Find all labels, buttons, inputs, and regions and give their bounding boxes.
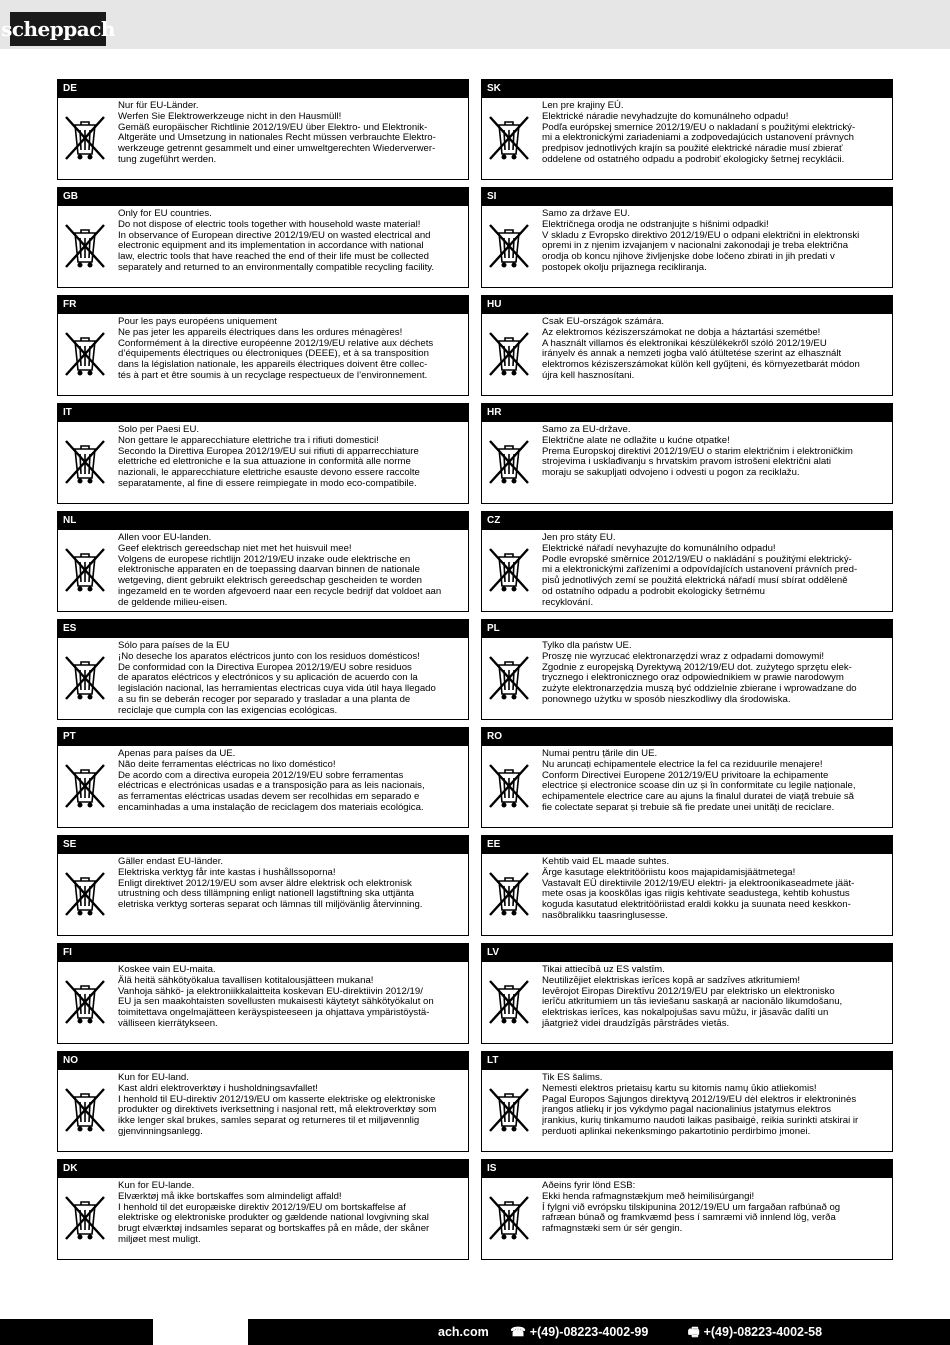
disposal-notice-text: Numai pentru țările din UE. Nu aruncați echipamentele electrice la fel ca reziduurile menajere! Conform Directivei Europene 2012/19/EU privitoare la echipamente electrice și electronice scoase din uz și în conformitate cu legile naționale, echipamentele electrice care au ajuns la finalul duratei de viață trebuie să fie colectate separat și trebuie să fie predate unei unități de reciclare. xyxy=(542,748,856,813)
weee-notice-hu xyxy=(481,295,893,396)
language-code-header: FR xyxy=(58,296,468,314)
crossed-out-wheelie-bin-icon xyxy=(487,1192,531,1242)
crossed-out-wheelie-bin-icon xyxy=(487,1084,531,1134)
disposal-notice-text: Allen voor EU-landen. Geef elektrisch gereedschap niet met het huisvuil mee! Volgens de europese richtlijn 2012/19/EU inzake oude elektrische en elektronische apparaten en de toepassing daarvan binnen de nationale wetgeving, dient gebruikt elektrisch gereedschap gescheiden te worden ingezameld en te worden afgevoerd naar een recycle bedrijf dat voldoet aan de geldende milieu-eisen. xyxy=(118,532,442,608)
weee-notice-ee xyxy=(481,835,893,936)
disposal-notice-text: Len pre krajiny EÚ. Elektrické náradie nevyhadzujte do komunálneho odpadu! Podľa európskej smernice 2012/19/EU o nakladaní s použitými elektrický- mi a elektronickými zariadeniami a zodpovedajúcich ustanovení právnych predpisov jednotlivých krajín sa použité elektrické náradie musí zbierať oddelene od ostatného odpadu a podrobiť ekologicky šetrnej recyklácii. xyxy=(542,100,856,165)
language-code-header: CZ xyxy=(482,512,892,530)
disposal-notice-text: Kun for EU-land. Kast aldri elektroverktøy i husholdningsavfallet! I henhold til EU-direktiv 2012/19/EU om kasserte elektriske og elektroniske produkter og direktivets iverksettning i nasjonal rett, må elektroverktøy som ikke lenger skal brukes, samles separat og returneres til et miljøvennlig gjenvinningsanlegg. xyxy=(118,1072,437,1137)
disposal-notice-text: Nur für EU-Länder. Werfen Sie Elektrowerkzeuge nicht in den Hausmüll! Gemäß europäischer Richtlinie 2012/19/EU über Elektro- und Elektronik- Altgeräte und Umsetzung in nationales Recht müssen verbrauchte Elektro- werkzeuge getrennt gesammelt und einer umweltgerechten Wiederverwer- tung zugeführt werden. xyxy=(118,100,436,165)
weee-notice-it xyxy=(57,403,469,504)
phone-number: +(49)-08223-4002-99 xyxy=(529,1325,649,1339)
weee-notice-fr xyxy=(57,295,469,396)
language-code-header: NL xyxy=(58,512,468,530)
language-code-header: LT xyxy=(482,1052,892,1070)
crossed-out-wheelie-bin-icon xyxy=(487,976,531,1026)
crossed-out-wheelie-bin-icon xyxy=(63,976,107,1026)
brand-logo: scheppach xyxy=(10,12,106,46)
weee-notice-pt xyxy=(57,727,469,828)
disposal-notice-text: Solo per Paesi EU. Non gettare le apparecchiature elettriche tra i rifiuti domestici! Secondo la Direttiva Europea 2012/19/EU sui rifiuti di apparrecchiature elettriche ed elettroniche e la sua attuazione in conformità alle norme nazionali, le apparecchiature elettriche esauste devono essere raccolte separatamente, al fine di essere reimpiegate in modo eco-compatibile. xyxy=(118,424,420,489)
weee-notice-no xyxy=(57,1051,469,1152)
weee-notice-sk xyxy=(481,79,893,180)
weee-notice-pl xyxy=(481,619,893,720)
fax-number: +(49)-08223-4002-58 xyxy=(703,1325,823,1339)
phone-entry xyxy=(510,1325,666,1339)
disposal-notice-text: Only for EU countries. Do not dispose of electric tools together with household waste material! In observance of European directive 2012/19/EU on wasted electrical and electronic equipment and its implementation in accordance with national law, electric tools that have reached the end of their life must be collected separately and returned to an environmentally compatible recycling facility. xyxy=(118,208,435,273)
disposal-notice-text: Koskee vain EU-maita. Älä heitä sähkötyökalua tavallisen kotitalousjätteen mukana! Vanhoja sähkö- ja elektroniikkalaitteita koskevan EU-direktiivin 2012/19/ EU ja sen maakohtaisten sovellusten mukaisesti käytetyt sähkötyökalut on toimitettava ongelmajätteen keräyspisteeseen ja ohjattava ympäristöystä- välliseen kierrätykseen. xyxy=(118,964,434,1029)
crossed-out-wheelie-bin-icon xyxy=(487,868,531,918)
footer-contact xyxy=(438,1319,858,1345)
weee-notice-se xyxy=(57,835,469,936)
disposal-notice-text: Kehtib vaid EL maade suhtes. Ärge kasutage elektritööriistu koos majapidamisjäätmetega! Vastavalt EÜ direktiivile 2012/19/EU elektri- ja elektroonikaseadmete jäät- mete osas ja kooskõlas igas riigis kehtivate seadustega, kehtib kohustus koguda kasutatud elektritööriistad eraldi kokku ja suunata need keskkon- nasõbralikku taasringlusesse. xyxy=(542,856,855,921)
language-code-header: PT xyxy=(58,728,468,746)
telephone-icon: ☎ xyxy=(510,1325,526,1339)
disposal-notice-text: Tikai attiecībā uz ES valstīm. Neutilizējiet elektriskas ierīces kopā ar sadzīves atkritumiem! Ievērojot Eiropas Direktīvu 2012/19/EU par elektrisko un elektronisko ierīču atkritumiem un tās ieviešanu saskaņā ar nacionālo likumdošanu, elektriskas ierīces, kas nokalpojušas savu mūžu, ir jāsavāc dalīti un jāatgriež videi draudzīgās pārstrādes vietās. xyxy=(542,964,843,1029)
language-code-header: DE xyxy=(58,80,468,98)
crossed-out-wheelie-bin-icon xyxy=(487,760,531,810)
crossed-out-wheelie-bin-icon xyxy=(63,652,107,702)
language-code-header: RO xyxy=(482,728,892,746)
crossed-out-wheelie-bin-icon xyxy=(63,544,107,594)
language-code-header: SK xyxy=(482,80,892,98)
weee-notice-hr xyxy=(481,403,893,504)
fax-entry xyxy=(688,1325,840,1339)
disposal-notice-text: Sólo para países de la EU ¡No deseche los aparatos eléctricos junto con los residuos domésticos! De conformidad con la Directiva Europea 2012/19/EU sobre residuos de aparatos eléctricos y electrónicos y su aplicación de acuerdo con la legislación nacional, las herramientas electricas cuya vida útil haya llegado a su fin se deberán recoger por separado y trasladar a una planta de reciclaje que cumpla con las exigencias ecológicas. xyxy=(118,640,436,716)
weee-notice-lt xyxy=(481,1051,893,1152)
crossed-out-wheelie-bin-icon xyxy=(63,1192,107,1242)
footer-bar xyxy=(0,1319,950,1345)
crossed-out-wheelie-bin-icon xyxy=(487,220,531,270)
disposal-notice-text: Pour les pays européens uniquement Ne pas jeter les appareils électriques dans les ordures ménagères! Conformément à la directive européenne 2012/19/EU relative aux déchets d’équipements électriques ou électroniques (DEEE), et à sa transposition dans la législation nationale, les appareils électriques doivent être collec- tés à part et être soumis à un recyclage respectueux de l’environnement. xyxy=(118,316,434,381)
disposal-notice-text: Gäller endast EU-länder. Elektriska verktyg får inte kastas i hushållssoporna! Enligt direktivet 2012/19/EU som avser äldre elektrisk och elektronisk utrustning och dess tillämpning enligt nationell lagstiftning ska uttjänta eletriska verktyg sorteras separat och lämnas till miljövänlig återvinning. xyxy=(118,856,423,911)
language-code-header: IS xyxy=(482,1160,892,1178)
disposal-notice-text: Aðeins fyrir lönd ESB: Ekki henda rafmagnstækjum með heimilisúrgangi! Í fylgni við evrópsku tilskipunina 2012/19/EU um fargaðan rafbúnað og rafræan búnað og framkvæmd þess í samræmi við innlend lög, verða rafmagnstæki sem úr sér gengin. xyxy=(542,1180,841,1235)
crossed-out-wheelie-bin-icon xyxy=(487,112,531,162)
weee-notice-dk xyxy=(57,1159,469,1260)
disposal-notice-grid xyxy=(57,79,893,1261)
language-code-header: SI xyxy=(482,188,892,206)
weee-notice-lv xyxy=(481,943,893,1044)
crossed-out-wheelie-bin-icon xyxy=(63,220,107,270)
disposal-notice-text: Tik ES šalims. Nemesti elektros prietaisų kartu su kitomis namų ūkio atliekomis! Pagal Europos Sąjungos direktyvą 2012/19/EU dėl elektros ir elektroninės įrangos atliekų ir jos vykdymo pagal nacionalinius įstatymus elektros įrankius, kurių tinkamumo naudoti laikas pasibaigė, reikia surinkti atskirai ir perduoti aplinkai nekenksmingo pakartotinio perdirbimo įmonei. xyxy=(542,1072,859,1137)
disposal-notice-text: Kun for EU-lande. Elværktøj må ikke bortskaffes som almindeligt affald! I henhold til det europæiske direktiv 2012/19/EU om bortskaffelse af elektriske og elektroniske produkter og gældende national lovgivning skal brugt elværktøj indsamles separat og bortskaffes på en måde, der skåner miljøet mest muligt. xyxy=(118,1180,430,1245)
language-code-header: EE xyxy=(482,836,892,854)
crossed-out-wheelie-bin-icon xyxy=(487,544,531,594)
crossed-out-wheelie-bin-icon xyxy=(487,436,531,486)
language-code-header: LV xyxy=(482,944,892,962)
disposal-notice-text: Samo za EU-države. Električne alate ne odlažite u kućne otpatke! Prema Europskoj direktivi 2012/19/EU o starim električnim i elektroničkim strojevima i usklađivanju s hrvatskim pravom istrošeni električni alati moraju se sakupljati odvojeno i odvesti u pogon za reciklažu. xyxy=(542,424,853,479)
weee-notice-es xyxy=(57,619,469,720)
language-code-header: SE xyxy=(58,836,468,854)
language-code-header: FI xyxy=(58,944,468,962)
crossed-out-wheelie-bin-icon xyxy=(63,760,107,810)
language-code-header: PL xyxy=(482,620,892,638)
language-code-header: HU xyxy=(482,296,892,314)
crossed-out-wheelie-bin-icon xyxy=(63,868,107,918)
disposal-notice-text: Tylko dla państw UE. Proszę nie wyrzucać elektronarzędzi wraz z odpadami domowymi! Zgodnie z europejską Dyrektywą 2012/19/EU dot. zużytego sprzętu elek- trycznego i elektronicznego oraz odpowiednikiem w prawie narodowym zużyte elektronarzędzia muszą być oddzielnie zbierane i wprowadzane do ponownego użytku w sposób nieszkodliwy dla środowiska. xyxy=(542,640,857,705)
weee-notice-nl xyxy=(57,511,469,612)
top-header-bar xyxy=(0,0,950,49)
disposal-notice-text: Samo za države EU. Električnega orodja ne odstranjujte s hišnimi odpadki! V skladu z Evropsko direktivo 2012/19/EU o odpani električni in elektronski opremi in z njenim izvajanjem v nacionalni zakonodaji je treba električna orodja ob koncu njihove življenjske dobe ločeno zbirati in jih predati v postopek okolju prijaznega recikliranja. xyxy=(542,208,860,273)
disposal-notice-text: Csak EU-országok számára. Az elektromos kéziszerszámokat ne dobja a háztartási szemétbe! A használt villamos és elektronikai készülékekről szóló 2012/19/EU irányelv és annak a nemzeti jogba való átültetése szerint az elhasznált elektromos kéziszerszámokat külön kell gyűjteni, és környezetbarát módon újra kell hasznosítani. xyxy=(542,316,860,381)
weee-notice-cz xyxy=(481,511,893,612)
language-code-header: ES xyxy=(58,620,468,638)
weee-notice-is xyxy=(481,1159,893,1260)
language-code-header: DK xyxy=(58,1160,468,1178)
crossed-out-wheelie-bin-icon xyxy=(63,436,107,486)
weee-notice-si xyxy=(481,187,893,288)
language-code-header: GB xyxy=(58,188,468,206)
language-code-header: NO xyxy=(58,1052,468,1070)
language-code-header: HR xyxy=(482,404,892,422)
weee-notice-de xyxy=(57,79,469,180)
crossed-out-wheelie-bin-icon xyxy=(487,652,531,702)
disposal-notice-text: Jen pro státy EU. Elektrické nářadí nevyhazujte do komunálního odpadu! Podle evropské směrnice 2012/19/EU o nakládání s použitými elektrický- mi a elektronickými zařízeními a odpovídajících ustanovení právních pred- pisů jednotlivých zemí se použitá elektrická nářadí musí sbírat odděleně od ostatního odpadu a podrobit ekologicky šetrnému recyklování. xyxy=(542,532,858,608)
website-text: ach.com xyxy=(438,1325,489,1339)
disposal-notice-text: Apenas para países da UE. Não deite ferramentas eléctricas no lixo doméstico! De acordo com a directiva europeia 2012/19/EU sobre ferramentas eléctricas e electrónicas usadas e a transposição para as leis nacionais, as ferramentas eléctricas usadas devem ser recolhidas em separado e encaminhadas a uma instalação de reciclagem dos materiais ecológica. xyxy=(118,748,425,813)
crossed-out-wheelie-bin-icon xyxy=(63,328,107,378)
crossed-out-wheelie-bin-icon xyxy=(63,112,107,162)
weee-notice-gb xyxy=(57,187,469,288)
weee-notice-ro xyxy=(481,727,893,828)
weee-notice-fi xyxy=(57,943,469,1044)
crossed-out-wheelie-bin-icon xyxy=(63,1084,107,1134)
footer-page-gap xyxy=(153,1319,248,1345)
crossed-out-wheelie-bin-icon xyxy=(487,328,531,378)
fax-icon: 🖷 xyxy=(687,1325,700,1339)
language-code-header: IT xyxy=(58,404,468,422)
